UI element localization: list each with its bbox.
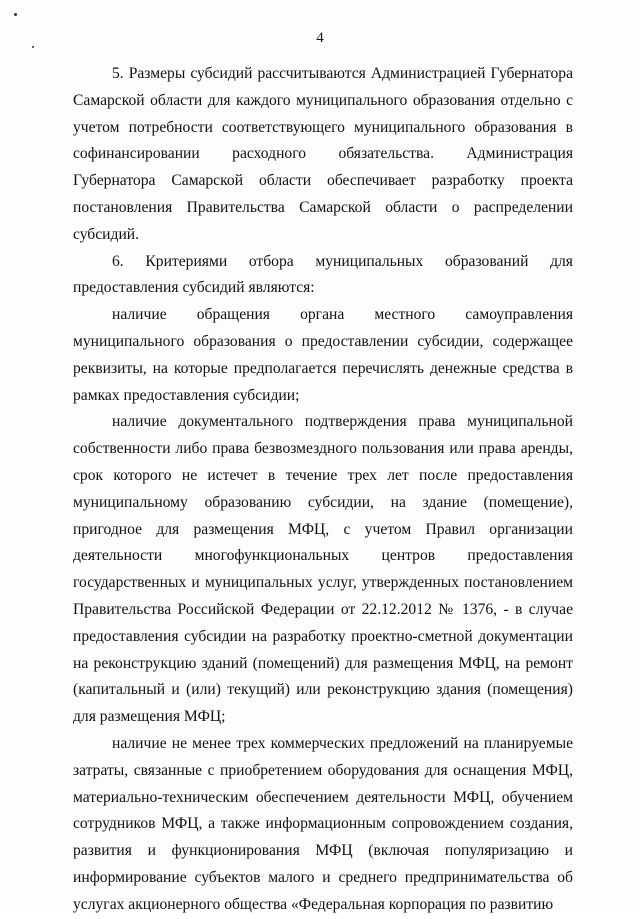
scan-speck	[14, 13, 17, 16]
paragraph-criterion-commercial-offers: наличие не менее трех коммерческих предложений на планируемые затраты, связанные с приобретением оборудования для оснащения МФЦ, материально-техническим обеспечением деятельности МФЦ, обучением сотрудников МФЦ, а также информационным сопровождением создания, развития и функционирования МФЦ (включая популяризацию и информирование субъектов малого и среднего предпринимательства об услугах акционерного общества «Федеральная корпорация по развитию	[73, 734, 573, 913]
page-number: 4	[316, 30, 324, 46]
paragraph-criterion-property-rights: наличие документального подтверждения права муниципальной собственности либо права безвозмездного пользования или права аренды, срок которого не истечет в течение трех лет после предоставления муниципальному образованию субсидии, на здание (помещение), пригодное для размещения МФЦ, с учетом Правил организации деятельности многофункциональных центров предоставления государственных и муниципальных услуг, утвержденных постановлением Правительства Российской Федерации от 22.12.2012 № 1376, - в случае предоставления субсидии на разработку проектно-сметной документации на реконструкцию зданий (помещений) для размещения МФЦ, на ремонт (капитальный и (или) текущий) или реконструкцию здания (помещения) для размещения МФЦ;	[73, 413, 573, 726]
document-body	[73, 61, 573, 919]
paragraph-selection-criteria: 6. Критериями отбора муниципальных образований для предоставления субсидий являются:	[73, 252, 573, 297]
paragraph-criterion-request: наличие обращения органа местного самоуправления муниципального образования о предоставлении субсидии, содержащее реквизиты, на которые предполагается перечислять денежные средства в рамках предоставления субсидии;	[73, 306, 573, 404]
paragraph-subsidy-amounts: 5. Размеры субсидий рассчитываются Администрацией Губернатора Самарской области для каждого муниципального образования отдельно с учетом потребности соответствующего муниципального образования в софинансировании расходного обязательства. Администрация Губернатора Самарской области обеспечивает разработку проекта постановления Правительства Самарской области о распределении субсидий.	[73, 65, 573, 243]
